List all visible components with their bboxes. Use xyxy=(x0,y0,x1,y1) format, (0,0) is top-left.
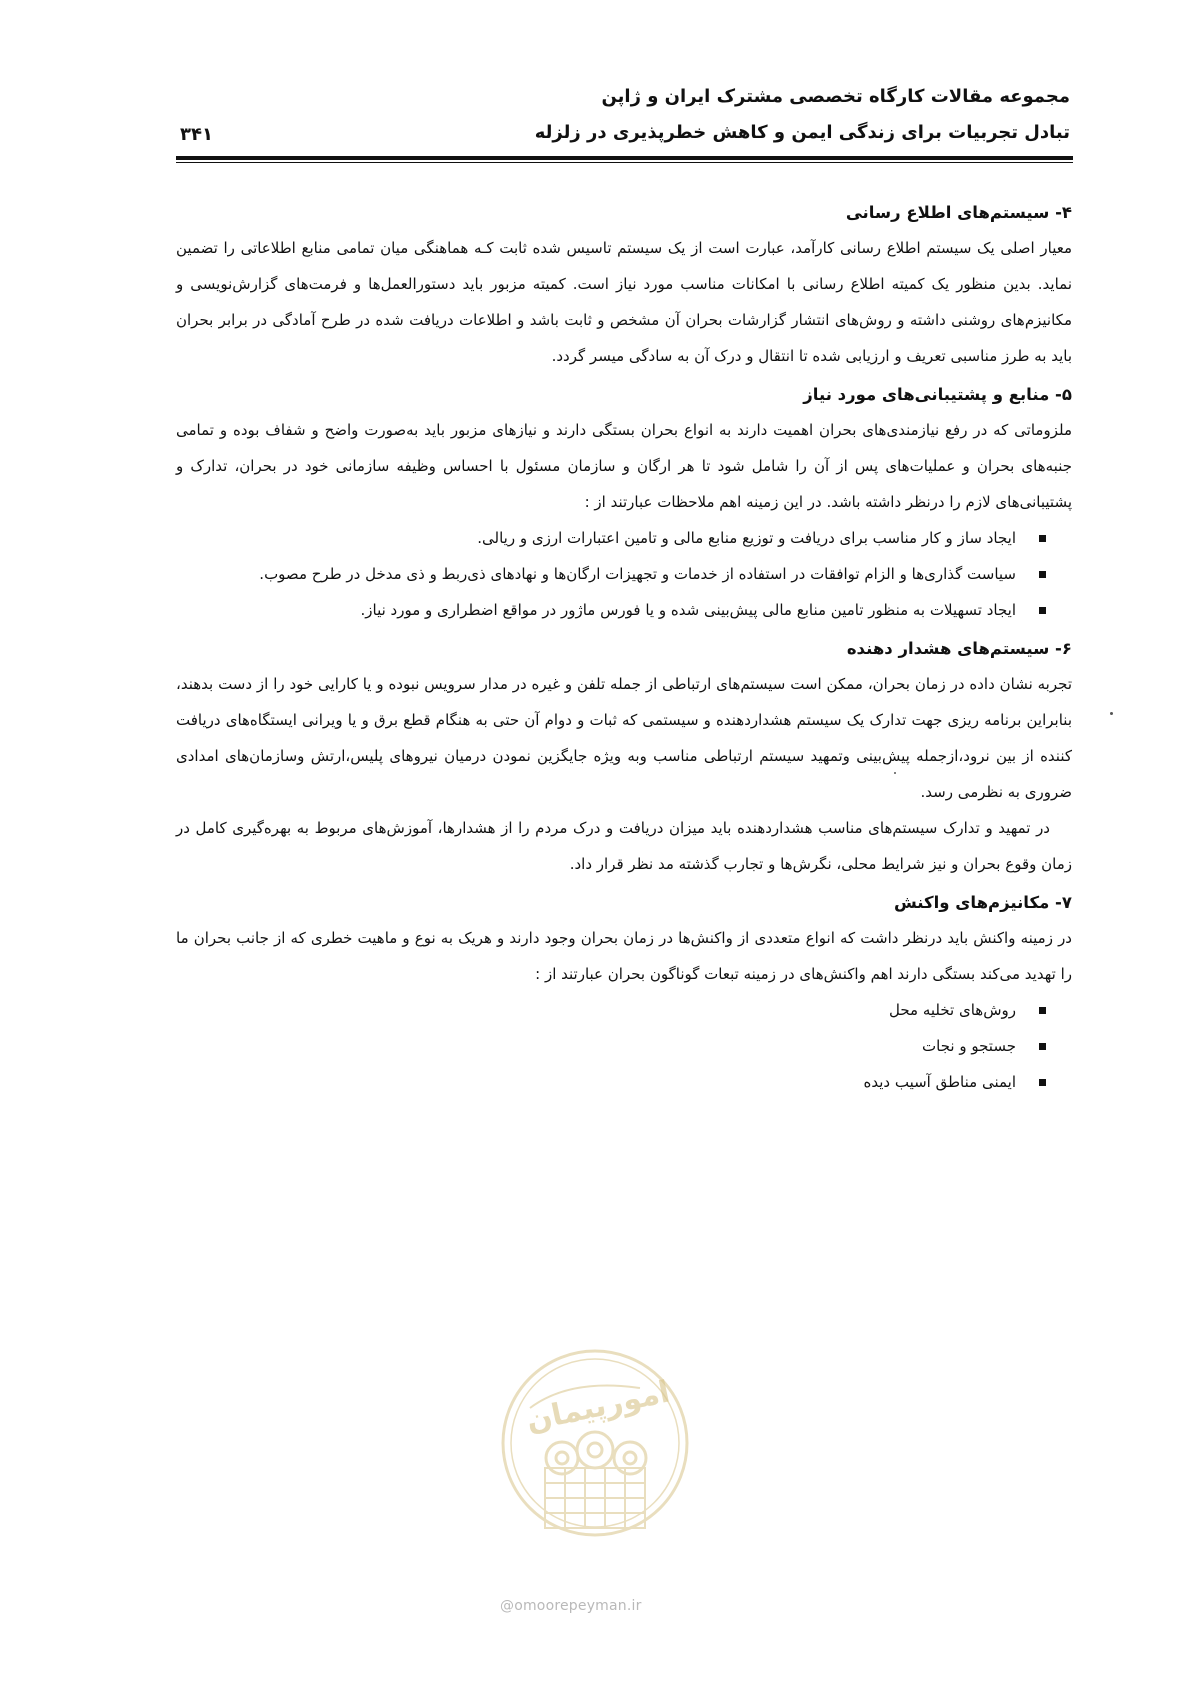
section-response-mechanisms xyxy=(176,886,1072,1100)
list-item xyxy=(176,1028,1046,1064)
square-bullet-icon xyxy=(1039,535,1046,542)
svg-text:امورپیمان: امورپیمان xyxy=(523,1374,673,1439)
list-item-text: جستجو و نجات xyxy=(922,1037,1016,1055)
page-number: ۳۴۱ xyxy=(180,124,213,145)
list-item-text: ایجاد ساز و کار مناسب برای دریافت و توزیع منابع مالی و تامین اعتبارات ارزی و ریالی. xyxy=(477,529,1016,547)
scan-speck xyxy=(894,772,896,774)
square-bullet-icon xyxy=(1039,607,1046,614)
list-item-text: سیاست گذاری‌ها و الزام توافقات در استفاده از خدمات و تجهیزات ارگان‌ها و نهادهای ذی‌ربط و ذی مدخل در طرح مصوب. xyxy=(259,565,1016,583)
list-item xyxy=(176,556,1046,592)
scan-speck xyxy=(1110,712,1113,715)
bullet-list xyxy=(176,520,1072,628)
list-item xyxy=(176,1064,1046,1100)
bullet-list xyxy=(176,992,1072,1100)
list-item-text: ایجاد تسهیلات به منظور تامین منابع مالی پیش‌بینی شده و یا فورس ماژور در مواقع اضطراری و مورد نیاز. xyxy=(360,601,1016,619)
header-rule-thick xyxy=(176,156,1073,160)
watermark-logo-icon xyxy=(490,1338,700,1568)
section-information-systems xyxy=(176,196,1072,374)
square-bullet-icon xyxy=(1039,1007,1046,1014)
list-item-text: روش‌های تخلیه محل xyxy=(888,1001,1016,1019)
paragraph: در زمینه واکنش باید درنظر داشت که انواع متعددی از واکنش‌ها در زمان بحران وجود دارند و هریک به نوع و ماهیت خطری که از جانب بحران ما را تهدید می‌کند بستگی دارند اهم واکنش‌های در زمینه تبعات گوناگون بحران عبارتند از : xyxy=(176,929,1072,983)
section-title: ۷- مکانیزم‌های واکنش xyxy=(893,893,1072,912)
header-title-line1: مجموعه مقالات کارگاه تخصصی مشترک ایران و ژاپن xyxy=(601,86,1070,107)
list-item-text: ایمنی مناطق آسیب دیده xyxy=(863,1073,1016,1091)
section-title: ۶- سیستم‌های هشدار دهنده xyxy=(846,639,1072,658)
square-bullet-icon xyxy=(1039,1043,1046,1050)
watermark-url: @omoorepeyman.ir xyxy=(500,1598,642,1614)
header-title-line2: تبادل تجربیات برای زندگی ایمن و کاهش خطرپذیری در زلزله xyxy=(534,122,1070,143)
list-item xyxy=(176,992,1046,1028)
paragraph: تجربه نشان داده در زمان بحران، ممکن است سیستم‌های ارتباطی از جمله تلفن و غیره در مدار سرویس نبوده و یا کارایی خود را از دست بدهند، بنابراین برنامه ریزی جهت تدارک یک سیستم هشداردهنده و سیستمی که ثبات و دوام آن حتی به هنگام قطع برق و یا ویرانی ایستگاه‌های دریافت کننده از بین نرود،ازجمله پیش‌بینی وتمهید سیستم ارتباطی مناسب وبه ویژه جایگزین نمودن درمیان نیروهای پلیس،ارتش وسازمان‌های امدادی ضروری به نظرمی رسد. xyxy=(176,675,1072,801)
list-item xyxy=(176,592,1046,628)
page-header xyxy=(180,82,1070,162)
section-resources-support xyxy=(176,378,1072,628)
paragraph: ملزوماتی که در رفع نیازمندی‌های بحران اهمیت دارند به انواع بحران بستگی دارند و نیازهای مزبور باید به‌صورت واضح و شفاف بوده و تمامی جنبه‌های بحران و عملیات‌های پس از آن را شامل شود تا هر ارگان و سازمان مسئول با احساس وظیفه سازمانی خود در بحران، تدارک و پشتیبانی‌های لازم را درنظر داشته باشد. در این زمینه اهم ملاحظات عبارتند از : xyxy=(176,421,1072,511)
list-item xyxy=(176,520,1046,556)
section-title: ۴- سیستم‌های اطلاع رسانی xyxy=(845,203,1072,222)
header-rule-thin xyxy=(176,162,1073,163)
paragraph: در تمهید و تدارک سیستم‌های مناسب هشداردهنده باید میزان دریافت و درک مردم را از هشدارها، آموزش‌های مربوط به بهره‌گیری کامل در زمان وقوع بحران و نیز شرایط محلی، نگرش‌ها و تجارب گذشته مد نظر قرار داد. xyxy=(176,819,1072,873)
section-title: ۵- منابع و پشتیبانی‌های مورد نیاز xyxy=(803,385,1072,404)
square-bullet-icon xyxy=(1039,571,1046,578)
page-content xyxy=(176,196,1072,1100)
section-warning-systems xyxy=(176,632,1072,882)
square-bullet-icon xyxy=(1039,1079,1046,1086)
paragraph: معیار اصلی یک سیستم اطلاع رسانی کارآمد، عبارت است از یک سیستم تاسیس شده ثابت کـه هماهنگی میان تمامی منابع اطلاعاتی را تضمین نماید. بدین منظور یک کمیته اطلاع رسانی با امکانات مناسب مورد نیاز است. کمیته مزبور باید دستورالعمل‌ها و فرمت‌های گزارش‌نویسی و مکانیزم‌های روشنی داشته و روش‌های انتشار گزارشات بحران آن مشخص و ثابت باشد و اطلاعات دریافت شده در طرح آمادگی در برابر بحران باید به طرز مناسبی تعریف و ارزیابی شده تا انتقال و درک آن به سادگی میسر گردد. xyxy=(176,239,1072,365)
